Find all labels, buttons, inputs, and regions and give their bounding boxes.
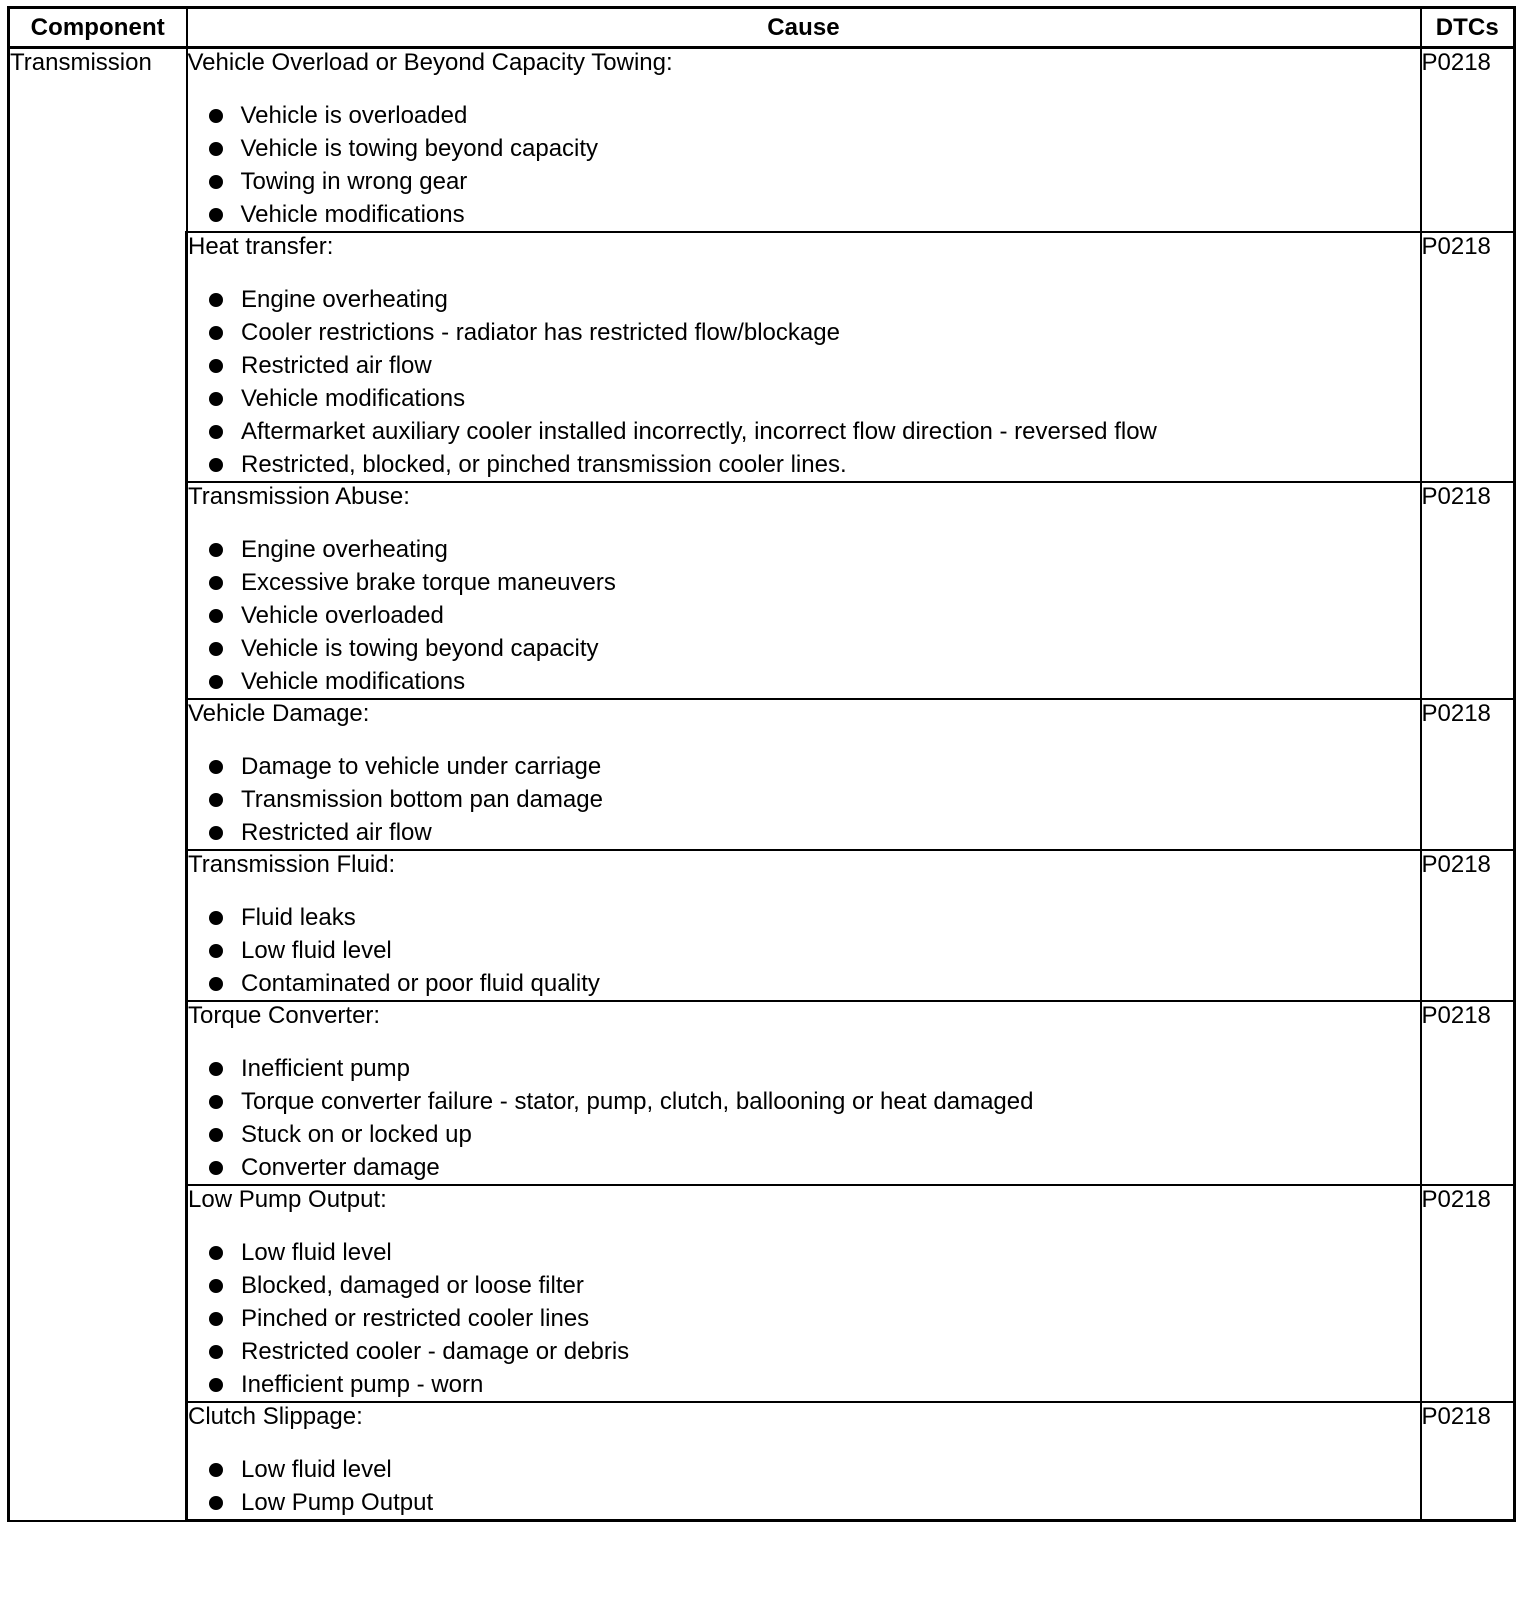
table-row — [9, 1402, 1515, 1521]
table-body — [9, 48, 1515, 1521]
component-cell: Transmission — [9, 48, 187, 1521]
cause-list-item: Low fluid level — [188, 1453, 1420, 1486]
cause-cell — [187, 232, 1421, 482]
component-column-header: Component — [9, 8, 187, 48]
cause-list-item: Blocked, damaged or loose filter — [188, 1269, 1420, 1302]
cause-list-item: Transmission bottom pan damage — [188, 783, 1420, 816]
dtc-cell: P0218 — [1421, 699, 1515, 850]
cause-list — [188, 533, 1420, 698]
cause-heading: Transmission Fluid: — [188, 851, 396, 878]
cause-heading: Vehicle Overload or Beyond Capacity Towing: — [187, 49, 673, 76]
cause-list-item: Low Pump Output — [188, 1486, 1420, 1519]
cause-column-header: Cause — [187, 8, 1421, 48]
cause-cell — [187, 850, 1421, 1001]
cause-cell — [187, 1402, 1421, 1521]
table-row — [9, 1001, 1515, 1185]
cause-list-item: Inefficient pump - worn — [188, 1368, 1420, 1401]
dtc-cell: P0218 — [1421, 48, 1515, 233]
cause-list-item: Inefficient pump — [188, 1052, 1420, 1085]
cause-cell — [187, 1001, 1421, 1185]
cause-list-item: Restricted cooler - damage or debris — [188, 1335, 1420, 1368]
table-row — [9, 699, 1515, 850]
cause-list-item: Vehicle is overloaded — [188, 99, 1420, 132]
cause-list-item: Vehicle is towing beyond capacity — [188, 132, 1420, 165]
cause-list — [188, 1453, 1420, 1519]
cause-list — [188, 283, 1420, 481]
dtc-cell: P0218 — [1421, 1185, 1515, 1402]
cause-cell — [187, 482, 1421, 699]
cause-list-item: Restricted air flow — [188, 349, 1420, 382]
cause-list-item: Engine overheating — [188, 533, 1420, 566]
header-row — [9, 8, 1515, 48]
dtc-cell: P0218 — [1421, 232, 1515, 482]
table-row — [9, 482, 1515, 699]
dtc-cell: P0218 — [1421, 1001, 1515, 1185]
cause-list-item: Vehicle overloaded — [188, 599, 1420, 632]
cause-cell — [187, 699, 1421, 850]
table-row — [9, 232, 1515, 482]
cause-list-item: Contaminated or poor fluid quality — [188, 967, 1420, 1000]
cause-list — [188, 1236, 1420, 1401]
cause-list-item: Torque converter failure - stator, pump, clutch, ballooning or heat damaged — [188, 1085, 1420, 1118]
cause-list-item: Restricted, blocked, or pinched transmission cooler lines. — [188, 448, 1420, 481]
cause-list-item: Excessive brake torque maneuvers — [188, 566, 1420, 599]
causes-table — [7, 6, 1516, 1522]
table-row — [9, 1185, 1515, 1402]
cause-heading: Clutch Slippage: — [188, 1403, 363, 1430]
cause-list-item: Restricted air flow — [188, 816, 1420, 849]
cause-cell — [187, 48, 1421, 233]
cause-heading: Torque Converter: — [188, 1002, 381, 1029]
cause-list-item: Pinched or restricted cooler lines — [188, 1302, 1420, 1335]
cause-list-item: Damage to vehicle under carriage — [188, 750, 1420, 783]
cause-list-item: Vehicle modifications — [188, 382, 1420, 415]
cause-list-item: Low fluid level — [188, 1236, 1420, 1269]
cause-list-item: Fluid leaks — [188, 901, 1420, 934]
cause-list-item: Engine overheating — [188, 283, 1420, 316]
cause-list-item: Cooler restrictions - radiator has restricted flow/blockage — [188, 316, 1420, 349]
cause-list-item: Converter damage — [188, 1151, 1420, 1184]
table-row — [9, 850, 1515, 1001]
cause-list-item: Aftermarket auxiliary cooler installed incorrectly, incorrect flow direction - reversed flow — [188, 415, 1420, 448]
cause-heading: Vehicle Damage: — [188, 700, 370, 727]
cause-cell — [187, 1185, 1421, 1402]
cause-list-item: Vehicle is towing beyond capacity — [188, 632, 1420, 665]
dtc-cell: P0218 — [1421, 1402, 1515, 1521]
cause-list-item: Vehicle modifications — [188, 198, 1420, 231]
table-row — [9, 48, 1515, 233]
cause-list — [188, 99, 1420, 231]
cause-list — [188, 901, 1420, 1000]
cause-heading: Transmission Abuse: — [188, 483, 410, 510]
cause-list-item: Stuck on or locked up — [188, 1118, 1420, 1151]
cause-heading: Heat transfer: — [188, 233, 334, 260]
cause-list — [188, 1052, 1420, 1184]
cause-list-item: Vehicle modifications — [188, 665, 1420, 698]
cause-list — [188, 750, 1420, 849]
cause-list-item: Towing in wrong gear — [188, 165, 1420, 198]
cause-list-item: Low fluid level — [188, 934, 1420, 967]
dtc-cell: P0218 — [1421, 482, 1515, 699]
dtcs-column-header: DTCs — [1421, 8, 1515, 48]
cause-heading: Low Pump Output: — [188, 1186, 387, 1213]
dtc-cell: P0218 — [1421, 850, 1515, 1001]
